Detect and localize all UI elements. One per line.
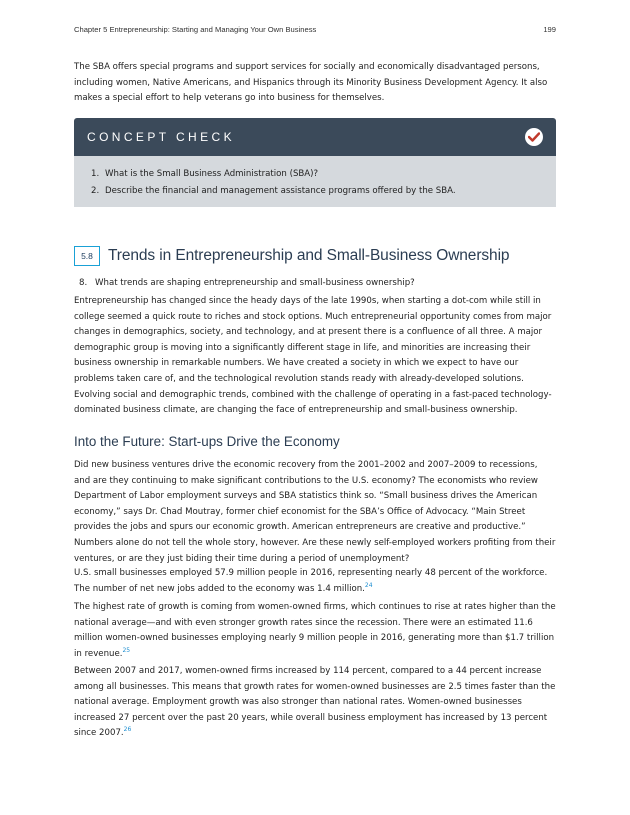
concept-check-list xyxy=(74,166,556,199)
subsection-title: Into the Future: Start-ups Drive the Economy xyxy=(74,434,340,449)
body-paragraph: U.S. small businesses employed 57.9 million people in 2016, representing nearly 48 percent of the workforce. The number of net new jobs added to the economy was 1.4 million.$^{24}$ xyxy=(74,568,548,594)
concept-check-body xyxy=(74,156,556,207)
footnote-link[interactable]: 25 xyxy=(122,646,131,654)
footnote-link[interactable]: 26 xyxy=(123,726,132,734)
concept-question: 1. What is the Small Business Administration (SBA)? xyxy=(91,169,319,179)
chapter-title: Chapter 5 Entrepreneurship: Starting and Managing Your Own Business xyxy=(74,25,317,34)
concept-check-header xyxy=(74,118,556,156)
objective-number: 8. xyxy=(79,278,88,288)
body-paragraph: Did new business ventures drive the economic recovery from the 2001–2002 and 2007–2009 to recessions, and are they continuing to make significant contributions to the U.S. economy? The economists who review Department of Labor employment surveys and SBA statistics think so. “Small business drives the American economy,” says Dr. Chad Moutray, former chief economist for the SBA’s Office of Advocacy. “Main Street provides the jobs and spurs our economic growth. American entrepreneurs are creative and productive.” Numbers alone do not tell the whole story, however. Are these newly self-employed workers profiting from their ventures, or are they just biding their time during a period of unemployment? xyxy=(74,460,556,564)
check-circle-icon xyxy=(525,128,543,146)
footnote-link[interactable]: 24 xyxy=(364,581,373,589)
concept-check-card xyxy=(74,118,556,207)
section-number: 5.8 xyxy=(74,246,100,266)
section-paragraph: Entrepreneurship has changed since the heady days of the late 1990s, when starting a dot-com while still in college seemed a quick route to riches and stock options. Much entrepreneurial opportunity comes from major changes in demographics, society, and technology, and at present there is a confluence of all three. A major demographic group is moving into a significantly different stage in life, and minorities are increasing their business ownership in remarkable numbers. We have created a society in which we expect to have our problems taken care of, and the technological revolution stands ready with already-developed solutions. Evolving social and demographic trends, combined with the challenge of operating in a fast-paced technology-dominated business climate, are changing the face of entrepreneurship and small-business ownership. xyxy=(74,296,552,416)
concept-question: 2. Describe the financial and management assistance programs offered by the SBA. xyxy=(91,185,456,196)
learning-objective xyxy=(79,276,415,291)
objective-text: What trends are shaping entrepreneurship and small-business ownership? xyxy=(95,278,415,288)
section-heading xyxy=(74,246,509,266)
body-paragraph: The highest rate of growth is coming from women-owned firms, which continues to rise at rates higher than the national average—and with even stronger growth rates since the recession. There were an estimated 11.6 million women-owned businesses employing nearly 9 million people in 2016, generating more than $1.7 trillion in revenue.$^{25}$ xyxy=(74,602,556,659)
page-number: 199 xyxy=(543,25,556,34)
intro-paragraph: The SBA offers special programs and support services for socially and economically disadvantaged persons, including women, Native Americans, and Hispanics through its Minority Business Development Agency. It also makes a special effort to help veterans go into business for themselves. xyxy=(74,62,548,104)
section-title: Trends in Entrepreneurship and Small-Business Ownership xyxy=(108,247,510,264)
body-paragraph: Between 2007 and 2017, women-owned firms increased by 114 percent, compared to a 44 percent increase among all businesses. This means that growth rates for women-owned businesses are 2.5 times faster than the national average. Employment growth was also stronger than national rates. Women-owned businesses increased 27 percent over the past 20 years, while overall business employment has increased by 13 percent since 2007.26 xyxy=(74,666,556,739)
running-header xyxy=(74,25,556,34)
concept-check-title: CONCEPT CHECK xyxy=(87,130,235,144)
